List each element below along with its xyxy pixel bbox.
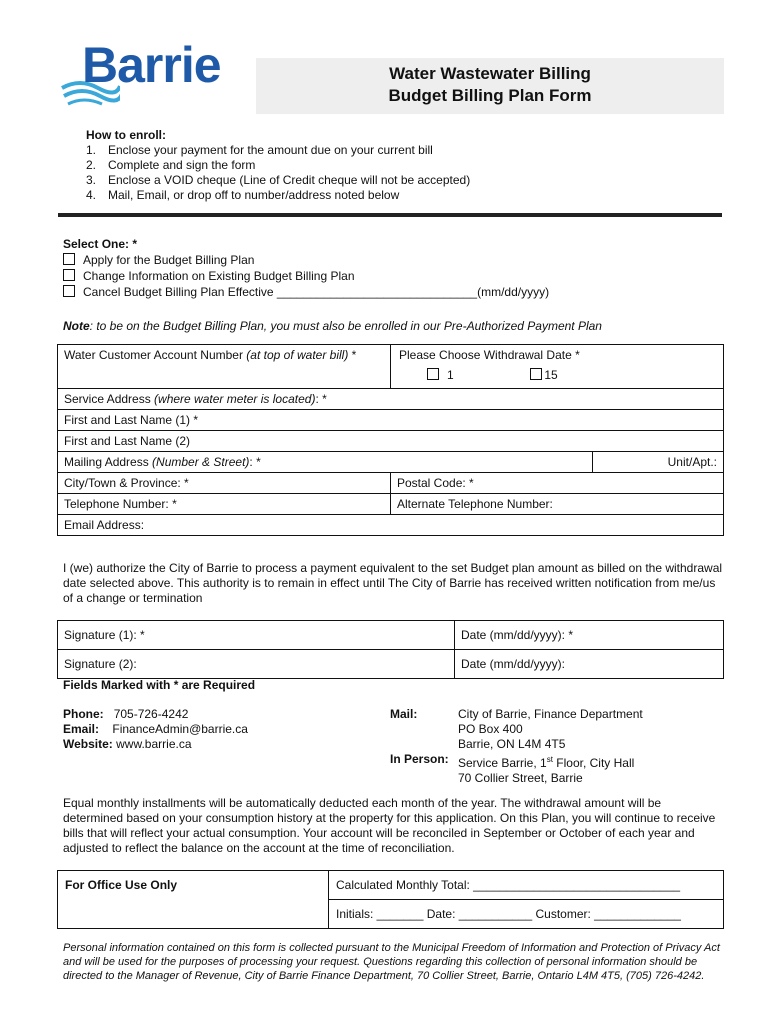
city-field[interactable]: City/Town & Province: *	[58, 473, 391, 494]
select-heading: Select One: *	[63, 237, 138, 251]
apply-checkbox[interactable]	[63, 253, 75, 265]
alt-telephone-field[interactable]: Alternate Telephone Number:	[391, 494, 724, 515]
enrollment-note	[63, 319, 602, 333]
email-label: Email:	[63, 722, 100, 736]
withdrawal-date-field	[391, 345, 724, 389]
office-use-table	[57, 870, 724, 929]
form-title-line1: Water Wastewater Billing	[389, 64, 591, 83]
mail-label: Mail:	[390, 707, 418, 721]
name1-field[interactable]: First and Last Name (1) *	[58, 410, 724, 431]
enroll-instructions	[86, 128, 470, 203]
email-link[interactable]: FinanceAdmin@barrie.ca	[112, 722, 248, 736]
customer-info-table	[57, 344, 724, 536]
plan-description: Equal monthly installments will be automatically deducted each month of the year. The withdrawal amount will be determined based on your consumption history at the property for this application. On this Plan, you will continue to receive bills that will reflect your actual consumption. Your account will be reconciled in September or October of each year and adjusted to reflect the balance on the account at the time of reconciliation.	[63, 796, 716, 855]
enroll-heading: How to enroll:	[86, 128, 166, 142]
signature-table	[57, 620, 724, 679]
withdrawal-15-label: 15	[544, 368, 558, 382]
contact-info	[63, 707, 248, 752]
service-address-field[interactable]: Service Address (where water meter is located): *	[58, 389, 724, 410]
mailing-address-field[interactable]: Mailing Address (Number & Street): *	[58, 452, 593, 473]
inperson-label: In Person:	[390, 752, 449, 766]
withdrawal-15-checkbox[interactable]	[530, 368, 542, 380]
form-title-box	[256, 58, 724, 114]
form-title-line2: Budget Billing Plan Form	[388, 86, 592, 105]
section-divider	[58, 213, 722, 217]
office-use-label: For Office Use Only	[58, 871, 329, 929]
note-text: : to be on the Budget Billing Plan, you must also be enrolled in our Pre-Authorized Payment Plan	[89, 319, 602, 333]
signature2-field[interactable]: Signature (2):	[58, 650, 455, 679]
apply-option-label: Apply for the Budget Billing Plan	[83, 253, 255, 267]
authorization-text: I (we) authorize the City of Barrie to process a payment equivalent to the set Budget plan amount as billed on the withdrawal date selected above. This authority is to remain in effect until The City of Barrie has received written notification from me/us of a change or termination	[63, 561, 723, 605]
phone-value: 705-726-4242	[113, 707, 189, 721]
calculated-total-field: Calculated Monthly Total: _______________________________	[329, 871, 724, 900]
cancel-option-label: Cancel Budget Billing Plan Effective ______________________________(mm/dd/yyyy)	[83, 285, 550, 299]
change-option-label: Change Information on Existing Budget Billing Plan	[83, 269, 355, 283]
email-field[interactable]: Email Address:	[58, 515, 724, 536]
mailing-address-block: City of Barrie, Finance Department PO Box 400 Barrie, ON L4M 4T5 Service Barrie, 1st Floor, City Hall 70 Collier Street, Barrie	[458, 707, 643, 785]
change-checkbox[interactable]	[63, 269, 75, 281]
withdrawal-1-checkbox[interactable]	[427, 368, 439, 380]
telephone-field[interactable]: Telephone Number: *	[58, 494, 391, 515]
office-initials-field: Initials: _______ Date: ___________ Customer: _____________	[329, 900, 724, 929]
cancel-checkbox[interactable]	[63, 285, 75, 297]
date2-field[interactable]: Date (mm/dd/yyyy):	[455, 650, 724, 679]
name2-field[interactable]: First and Last Name (2)	[58, 431, 724, 452]
phone-label: Phone:	[63, 707, 104, 721]
note-label: Note	[63, 319, 90, 333]
enroll-step: 4. Mail, Email, or drop off to number/address noted below	[86, 188, 400, 202]
signature1-field[interactable]: Signature (1): *	[58, 621, 455, 650]
enroll-step: 1. Enclose your payment for the amount due on your current bill	[86, 143, 433, 157]
date1-field[interactable]: Date (mm/dd/yyyy): *	[455, 621, 724, 650]
account-number-field[interactable]: Water Customer Account Number (at top of water bill) *	[58, 345, 391, 389]
unit-field[interactable]: Unit/Apt.:	[593, 452, 724, 473]
enroll-step: 3. Enclose a VOID cheque (Line of Credit cheque will not be accepted)	[86, 173, 471, 187]
withdrawal-1-label: 1	[447, 368, 454, 382]
enroll-step: 2. Complete and sign the form	[86, 158, 256, 172]
select-one-section	[63, 236, 549, 300]
website-link[interactable]: www.barrie.ca	[116, 737, 192, 751]
postal-code-field[interactable]: Postal Code: *	[391, 473, 724, 494]
withdrawal-label: Please Choose Withdrawal Date *	[399, 348, 580, 362]
logo-text: Barrie	[82, 37, 221, 93]
barrie-logo	[60, 37, 240, 114]
required-fields-note: Fields Marked with * are Required	[63, 678, 256, 692]
privacy-notice: Personal information contained on this form is collected pursuant to the Municipal Freedom of Information and Protection of Privacy Act and will be used for the purposes of processing your request. Questions regarding this collection of personal information should be directed to the Manager of Revenue, City of Barrie Finance Department, 70 Collier Street, Barrie, Ontario L4M 4T5, (705) 726-4242.	[63, 942, 720, 982]
website-label: Website:	[63, 737, 113, 751]
